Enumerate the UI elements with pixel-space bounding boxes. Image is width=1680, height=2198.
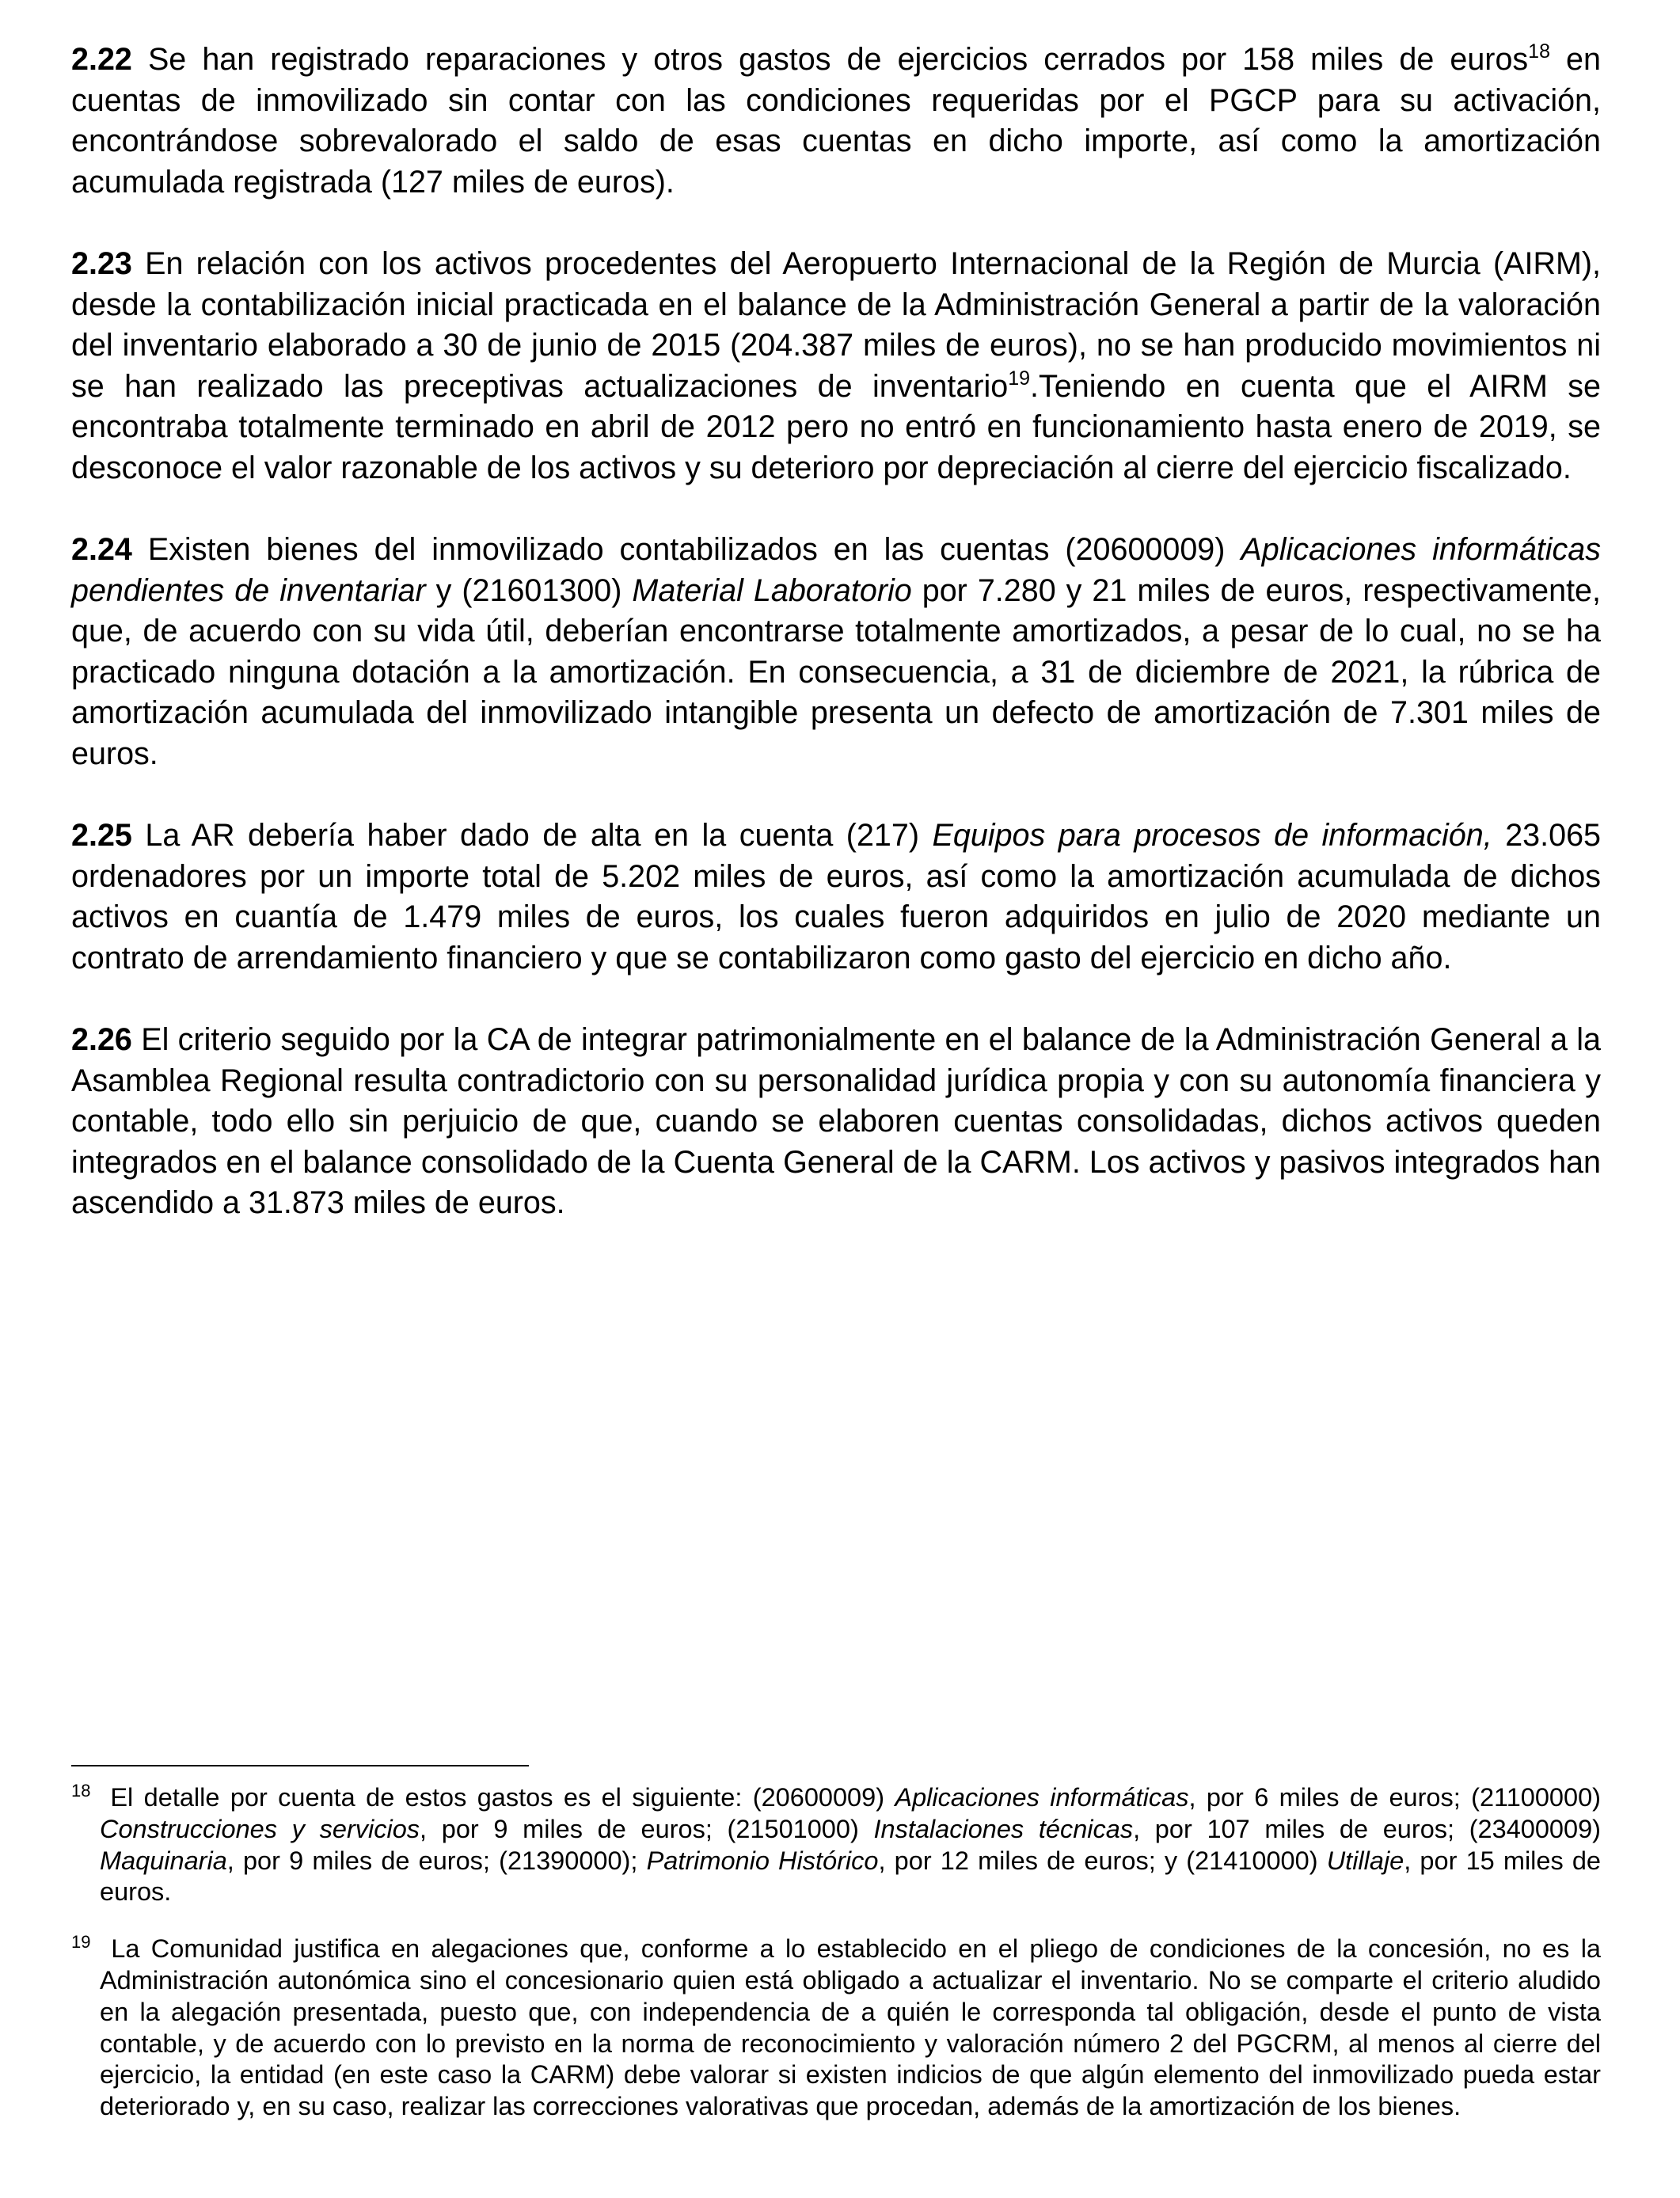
paragraph-2-26: 2.26 El criterio seguido por la CA de integrar patrimonialmente en el balance de la Administración General a la Asamblea Regional resulta contradictorio con su personalidad jurídica propia y con su autonomía financiera y contable, todo ello sin perjuicio de que, cuando se elaboren cuentas consolidadas, dichos activos queden integrados en el balance consolidado de la Cuenta General de la CARM. Los activos y pasivos integrados han ascendido a 31.873 miles de euros. (71, 1022, 1601, 1220)
paragraph-number: 2.25 (71, 818, 132, 853)
footnote-separator (71, 1765, 529, 1766)
paragraph-2-25: 2.25 La AR debería haber dado de alta en la cuenta (217) Equipos para procesos de información, 23.065 ordenadores por un importe total de 5.202 miles de euros, así como la amortización acumulada de dichos activos en cuantía de 1.479 miles de euros, los cuales fueron adquiridos en julio de 2020 mediante un contrato de arrendamiento financiero y que se contabilizaron como gasto del ejercicio en dicho año. (71, 818, 1602, 975)
document-body (71, 40, 1601, 1265)
footnote-ref-18[interactable]: 18 (1528, 40, 1550, 63)
footnote-ref-19[interactable]: 19 (1008, 367, 1031, 390)
footnote-19: $^{19}$ La Comunidad justifica en alegaciones que, conforme a lo establecido en el pliego de condiciones de la concesión, no es la Administración autonómica sino el concesionario quien está obligado a actualizar el inventario. No se comparte el criterio aludido en la alegación presentada, puesto que, con independencia de a quién le corresponda tal obligación, desde el punto de vista contable, y de acuerdo con lo previsto en la norma de reconocimiento y valoración número 2 del PGCRM, al menos al cierre del ejercicio, la entidad (en este caso la CARM) debe valorar si existen indicios de que algún elemento del inmovilizado pueda estar deteriorado y, en su caso, realizar las correcciones valorativas que procedan, además de la amortización de los bienes. (71, 1932, 1601, 2121)
paragraph-2-24: 2.24 Existen bienes del inmovilizado contabilizados en las cuentas (20600009) Aplicaciones informáticas pendientes de inventariar y (21601300) Material Laboratorio por 7.280 y 21 miles de euros, respectivamente, que, de acuerdo con su vida útil, deberían encontrarse totalmente amortizados, a pesar de lo cual, no se ha practicado ninguna dotación a la amortización. En consecuencia, a 31 de diciembre de 2021, la rúbrica de amortización acumulada del inmovilizado intangible presenta un defecto de amortización de 7.301 miles de euros. (71, 532, 1602, 771)
paragraph-number: 2.23 (71, 246, 132, 281)
paragraph-number: 2.26 (71, 1022, 132, 1057)
footnotes-section (71, 1765, 1601, 2148)
paragraph-number: 2.22 (71, 42, 132, 77)
footnote-18: $^{18}$ El detalle por cuenta de estos gastos es el siguiente: (20600009) Aplicaciones informáticas, por 6 miles de euros; (21100000) Construcciones y servicios, por 9 miles de euros; (21501000) Instalaciones técnicas, por 107 miles de euros; (23400009) Maquinaria, por 9 miles de euros; (21390000); Patrimonio Histórico, por 12 miles de euros; y (21410000) Utillaje, por 15 miles de euros. (71, 1781, 1602, 1907)
paragraph-number: 2.24 (71, 532, 132, 567)
paragraph-2-23: 2.23 En relación con los activos procedentes del Aeropuerto Internacional de la Región de Murcia (AIRM), desde la contabilización inicial practicada en el balance de la Administración General a partir de la valoración del inventario elaborado a 30 de junio de 2015 (204.387 miles de euros), no se han producido movimientos ni se han realizado las preceptivas actualizaciones de inventario$^{19}$.Teniendo en cuenta que el AIRM se encontraba totalmente terminado en abril de 2012 pero no entró en funcionamiento hasta enero de 2019, se desconoce el valor razonable de los activos y su deterioro por depreciación al cierre del ejercicio fiscalizado. (71, 246, 1601, 485)
paragraph-2-22: 2.22 Se han registrado reparaciones y otros gastos de ejercicios cerrados por 158 miles de euros$^{18}$ en cuentas de inmovilizado sin contar con las condiciones requeridas por el PGCP para su activación, encontrándose sobrevalorado el saldo de esas cuentas en dicho importe, así como la amortización acumulada registrada (127 miles de euros). (71, 40, 1601, 200)
